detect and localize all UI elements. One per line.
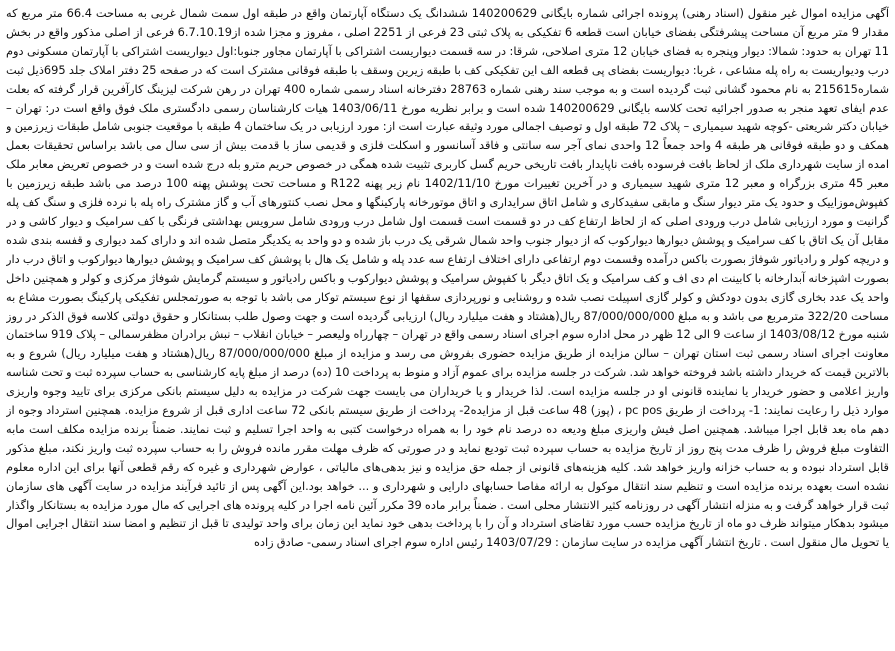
auction-notice-text: آگهی مزایده اموال غیر منقول (اسناد رهنی) پرونده اجرائی شماره بایگانی 140200629 ششدانگ یک دستگاه آپارتمان واقع در طبقه اول سمت شمال غربی به مساحت 66.4 متر مربع که مقدار 9 متر مربع آن مساحت پیشرفتگی بفضای خیابان است قطعه 6 تفکیکی به پلاک ثبتی 23 فرعی از 2251 اصلی ، مفروز و مجزا شده از6.7.10.19 فرعی از اصلی مذکور واقع در بخش 11 تهران به حدود: شمالا: دیوار وپنجره به فضای خیابان 12 متری اصلاحی، شرقا: در سه قسمت دیواریست اشتراکی با آپارتمان مجاور جنوبا:اول دیواریست اشتراکی با آپارتمان مسکونی دوم درب ودیواریست به راه پله مشاعی ، غربا: دیواریست بفضای پی قطعه الف این تفکیکی کف با طبقه زیرین وسقف با طبقه فوقانی مشترک است که در صفحه 25 دفتر املاک جلد 695ذیل ثبت شماره215615 به نام محمود گشانی ثبت گردیده است و به موجب سند رهنی شماره 28763 دفترخانه اسناد رسمی شماره 400 تهران در رهن شرکت لیزینگ کارآفرین قرار گرفته که بعلت عدم ایفای تعهد منجر به صدور اجرائیه تحت کلاسه بایگانی 140200629 شده است و برابر نظریه مورخ 1403/06/11 هیات کارشناسان رسمی دادگستری ملک فوق واقع است در: تهران – خیابان دکتر شریعتی -کوچه شهید سیمیاری – پلاک 72 طبقه اول و توصیف اجمالی مورد وثیقه عبارت است از: مورد ارزیابی در یک ساختمان 4 طبقه با موقعیت جنوبی شامل طبقات زیرزمین و همکف و دو طبقه فوقانی هر طبقه 4 واحد جمعاً 12 واحدی نمای آجر سه سانتی و فاقد آسانسور و اسکلت فلزی و قدیمی ساز با قدمت بیش از سی سال می باشد براساس تحقیقات بعمل امده از سایت شهرداری ملک از لحاظ بافت فرسوده بافت ناپایدار بافت تاریخی حریم گسل کاربری تثبیت شده همگی در خصوص حریم مترو بله درج شده است و در خصوص تعریض معابر ملک معبر 45 متری بزرگراه و معبر 12 متری شهید سیمیاری و در آخرین تغییرات مورخ 1402/11/10 نام زیر پهنه R122 و مساحت تحت پوشش پهنه 100 درصد می باشد طبقه زیرزمین با کفپوش‌موزاییک و حدود یک متر دیوار سنگ و مابقی سفیدکاری و شامل اتاق سرایداری و اتاق موتورخانه پارکینگها و محل نصب کنتورهای آب و گاز مشترک راه پله با نرده فلزی و سنگ کف پله گرانیت و مورد ارزیابی شامل درب ورودی اصلی که از لحاظ ارتفاع کف در دو قسمت است قسمت اول شامل درب ورودی شامل سرویس بهداشتی فرنگی با کف سرامیک و دیوار کاشی و در مقابل آن یک اتاق با کف سرامیک و پوشش دیوارها دیوارکوب که از دیوار جنوب واحد شمال شرقی یک درب باز شده و دو واحد به یکدیگر متصل شده اند و دارای کمد دیواری و قفسه بندی شده و دریچه کولر و رادیاتور شوفاژ بصورت باکس درآمده وقسمت دوم ارتفاعی دارای اختلاف ارتفاع سه عدد پله و شامل یک هال با پوشش کف سرامیک و پوشش دیوارها دیوارکوب و اتاق درب دار بصورت اشپزخانه آبدارخانه با کابینت ام دی اف و کف سرامیک و یک اتاق دیگر با کفپوش سرامیک و پوشش دیوارکوب و باکس رادیاتور و سیستم گرمایش شوفاژ مرکزی و کولر و همچنین داخل واحد یک عدد بخاری گازی بدون دودکش و کولر گازی اسپیلت نصب شده و روشنایی و نورپردازی سقفها از نوع سیستم توکار می باشد با توجه به صورتمجلس تفکیکی پارکینگ بصورت مشاع به مساحت 322/20 مترمربع می باشد و به مبلغ 87/000/000/000 ریال(هشتاد و هفت میلیارد ریال) ارزیابی گردیده است و جهت وصول طلب بستانکار و حقوق دولتی کلاسه فوق الذکر در روز شنبه مورخ 1403/08/12 از ساعت 9 الی 12 ظهر در محل اداره سوم اجرای اسناد رسمی واقع در تهران – چهارراه ولیعصر – خیابان انقلاب – نبش برادران مظفرسمالی – پلاک 919 ساختمان معاونت اجرای اسناد رسمی ثبت استان تهران – سالن مزایده از طریق مزایده حضوری بفروش می رسد و مزایده از مبلغ 87/000/000/000 ریال(هشتاد و هفت میلیارد ریال) شروع و به بالاترین قیمت که خریدار داشته باشد فروخته خواهد شد. شرکت در جلسه مزایده برای عموم آزاد و منوط به پرداخت 10 (ده) درصد از مبلغ پایه کارشناسی به حساب سپرده ثبت و تحت شناسه واریز اعلامی و حضور خریدار یا نماینده قانونی او در جلسه مزایده است. لذا خریدار و یا خریداران می بایست جهت شرکت در مزایده به دلیل سیستم بانکی مرکزی برای تایید وجوه واریزی موارد ذیل را رعایت نمایند: 1- پرداخت از طریق pc pos ، (پوز) 48 ساعت قبل از مزایده2- پرداخت از طریق سیستم بانکی 72 ساعت اداری قبل از شروع مزایده. همچنین استرداد وجوه از دهم ماه بعد قابل اجرا میباشد. همچنین اصل فیش واریزی مبلغ ودیعه ده درصد نام خود را به همراه درخواست کتبی به واحد اجرا تسلیم و ثبت نمایند. ضمناً برنده مزایده مکلف است مابه التفاوت مبلغ فروش را ظرف مدت پنج روز از تاریخ مزایده به حساب سپرده ثبت تودیع نماید و در صورتی که ظرف مهلت مقرر مانده فروش را به حساب سپرده ثبت واریز نکند، مبلغ مذکور قابل استرداد نبوده و به حساب خزانه واریز خواهد شد. کلیه هزینه‌های قانونی از جمله حق مزایده و نیز بدهی‌های مالیاتی ، عوارض شهرداری و غیره که رقم قطعی آنها برای این اداره معلوم نشده است بعهده برنده مزایده است و تنظیم سند انتقال موکول به ارائه مفاصا حسابهای دارایی و شهرداری و ... خواهد بود.این آگهی پس از تائید فرآیند مزایده در سایت آگهی های سازمان ثبت قرار خواهد گرفت و به منزله انتشار آگهی در روزنامه کثیر الانتشار محلی است . ضمناً برابر ماده 39 مکرر آئین نامه اجرا در کلیه پرونده های اجرایی که مال مورد مزایده به بستانکار واگذار میشود بدهکار میتواند ظرف دو ماه از تاریخ مزایده حسب مورد تقاضای استرداد و آن را با پرداخت بدهی خود نماید این زمان برای واحد تولیدی تا قبل از تنظیم و امضا سند انتقال اجرایی اموال یا تحویل مال منقول است . تاریخ انتشار آگهی مزایده در سایت سازمان : 1403/07/29 رئیس اداره سوم اجرای اسناد رسمی- صادق زاده <box>6 6 889 550</box>
auction-notice <box>6 4 889 647</box>
